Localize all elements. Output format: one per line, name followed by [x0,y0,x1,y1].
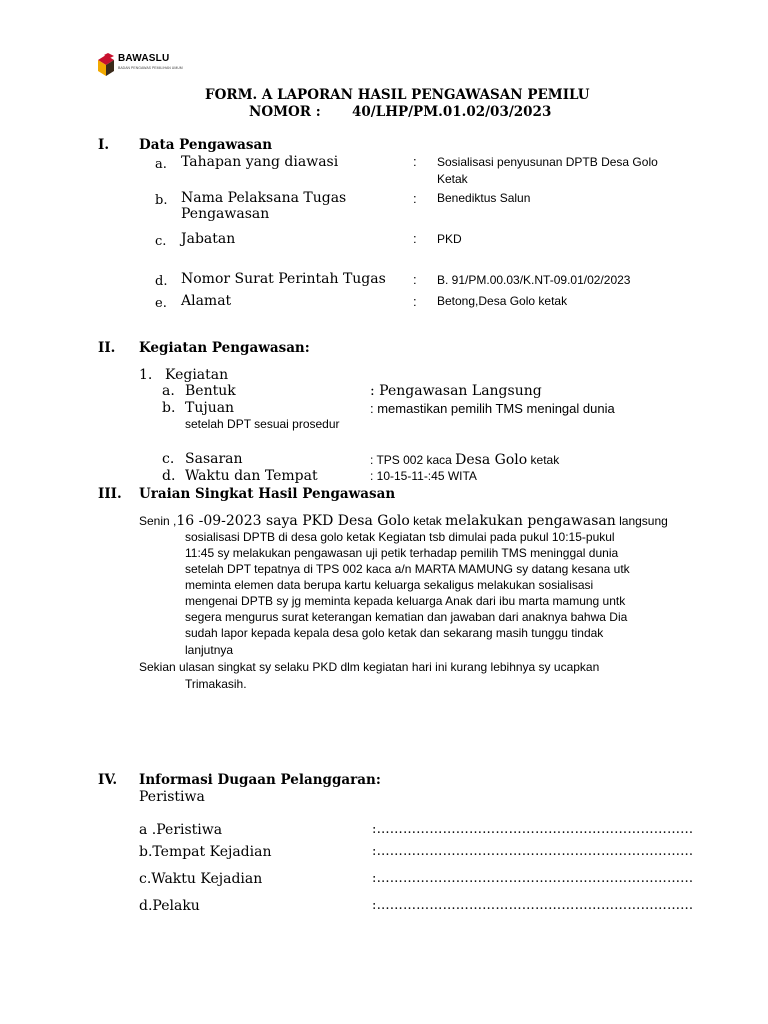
bawaslu-logo [96,50,196,80]
row-e-colon: : [413,294,417,309]
pelaku-blank: :……………………………………………………………… [372,898,694,913]
waktu-kejadian-label: c.Waktu Kejadian [139,871,263,887]
uraian-line: lanjutnya [185,643,234,657]
waktu-value: : 10-15-11-:45 WITA [370,469,477,483]
closing-line-2: Trimakasih. [185,677,247,691]
logo-name: BAWASLU [118,53,170,64]
row-a-letter: a. [155,157,167,172]
row-d-letter: d. [155,274,168,289]
row-e-label: Alamat [181,293,232,309]
uraian-date: 16 -09-2023 saya PKD Desa Golo [176,513,410,529]
row-b-colon: : [413,191,417,206]
row-c-value: PKD [437,232,462,246]
row-d-value: B. 91/PM.00.03/K.NT-09.01/02/2023 [437,273,631,287]
section-1-title: Data Pengawasan [139,137,273,153]
row-c-letter: c. [155,234,167,249]
row-b-letter: b. [155,193,168,208]
nomor-label: NOMOR : [249,104,321,120]
section-4-number: IV. [98,772,118,788]
uraian-line: segera mengurus surat keterangan kematian dan jawaban dari anaknya bahwa Dia [185,610,628,624]
section-1-number: I. [98,137,110,153]
sasaran-value [370,451,559,469]
uraian-place: ketak [409,514,446,528]
uraian-day: Senin , [139,514,177,528]
peristiwa-label: a .Peristiwa [139,822,223,838]
kegiatan-label: Kegiatan [165,367,229,383]
waktu-kejadian-blank: :……………………………………………………………… [372,871,694,886]
bentuk-letter: a. [162,383,175,399]
section-3-title: Uraian Singkat Hasil Pengawasan [139,486,396,502]
peristiwa-blank: :……………………………………………………………… [372,822,694,837]
bentuk-value: : Pengawasan Langsung [370,383,542,399]
tujuan-letter: b. [162,400,176,416]
waktu-letter: d. [162,468,176,484]
kegiatan-number: 1. [139,367,153,383]
sasaran-value-part-1: : TPS 002 kaca [370,453,456,467]
form-title: FORM. A LAPORAN HASIL PENGAWASAN PEMILU [205,87,590,103]
row-c-label: Jabatan [181,231,236,247]
uraian-line: sosialisasi DPTB di desa golo ketak Kegiatan tsb dimulai pada pukul 10:15-pukul [185,530,615,544]
section-2-title: Kegiatan Pengawasan: [139,340,310,356]
peristiwa-subtitle: Peristiwa [139,789,205,805]
row-c-colon: : [413,231,417,246]
pelaku-label: d.Pelaku [139,898,200,914]
sasaran-value-part-2: Desa Golo [455,452,528,468]
row-e-letter: e. [155,296,167,311]
row-a-value: Sosialisasi penyusunan DPTB Desa Golo Ketak [437,155,658,186]
uraian-line: mengenai DPTB sy jg meminta kepada keluarga Anak dari ibu marta mamung untk [185,594,626,608]
tujuan-continuation: setelah DPT sesuai prosedur [185,417,340,431]
row-b-label: Nama Pelaksana Tugas Pengawasan [181,190,347,222]
row-a-label: Tahapan yang diawasi [181,154,339,170]
section-2-number: II. [98,340,116,356]
waktu-label: Waktu dan Tempat [185,468,318,484]
row-a-colon: : [413,154,417,169]
tujuan-value: : memastikan pemilih TMS meningal dunia [370,401,615,416]
tujuan-label: Tujuan [185,400,235,416]
tempat-blank: :……………………………………………………………… [372,844,694,859]
row-d-label: Nomor Surat Perintah Tugas [181,271,386,287]
uraian-action: melakukan pengawasan [445,513,616,529]
uraian-first-line [139,512,668,530]
uraian-line: 11:45 sy melakukan pengawasan uji petik terhadap pemilih TMS meninggal dunia [185,546,619,560]
section-4-title: Informasi Dugaan Pelanggaran: [139,772,381,788]
sasaran-label: Sasaran [185,451,243,467]
bentuk-label: Bentuk [185,383,236,399]
section-3-number: III. [98,486,122,502]
logo-subtext: BADAN PENGAWAS PEMILIHAN UMUM [118,66,183,70]
uraian-line: sudah lapor kepada kepala desa golo ketak dan sekarang masih tunggu tindak [185,626,604,640]
sasaran-letter: c. [162,451,175,467]
nomor-value: 40/LHP/PM.01.02/03/2023 [352,104,552,120]
sasaran-value-part-3: ketak [527,453,560,467]
row-d-colon: : [413,272,417,287]
uraian-line: meminta elemen data berupa kartu keluarga sekaligus melakukan sosialisasi [185,578,594,592]
row-b-value: Benediktus Salun [437,191,531,205]
row-e-value: Betong,Desa Golo ketak [437,294,568,308]
uraian-line: setelah DPT tepatnya di TPS 002 kaca a/n MARTA MAMUNG sy datang kesana utk [185,562,630,576]
closing-line-1: Sekian ulasan singkat sy selaku PKD dlm kegiatan hari ini kurang lebihnya sy ucapkan [139,660,600,674]
tempat-label: b.Tempat Kejadian [139,844,272,860]
uraian-type: langsung [615,514,668,528]
